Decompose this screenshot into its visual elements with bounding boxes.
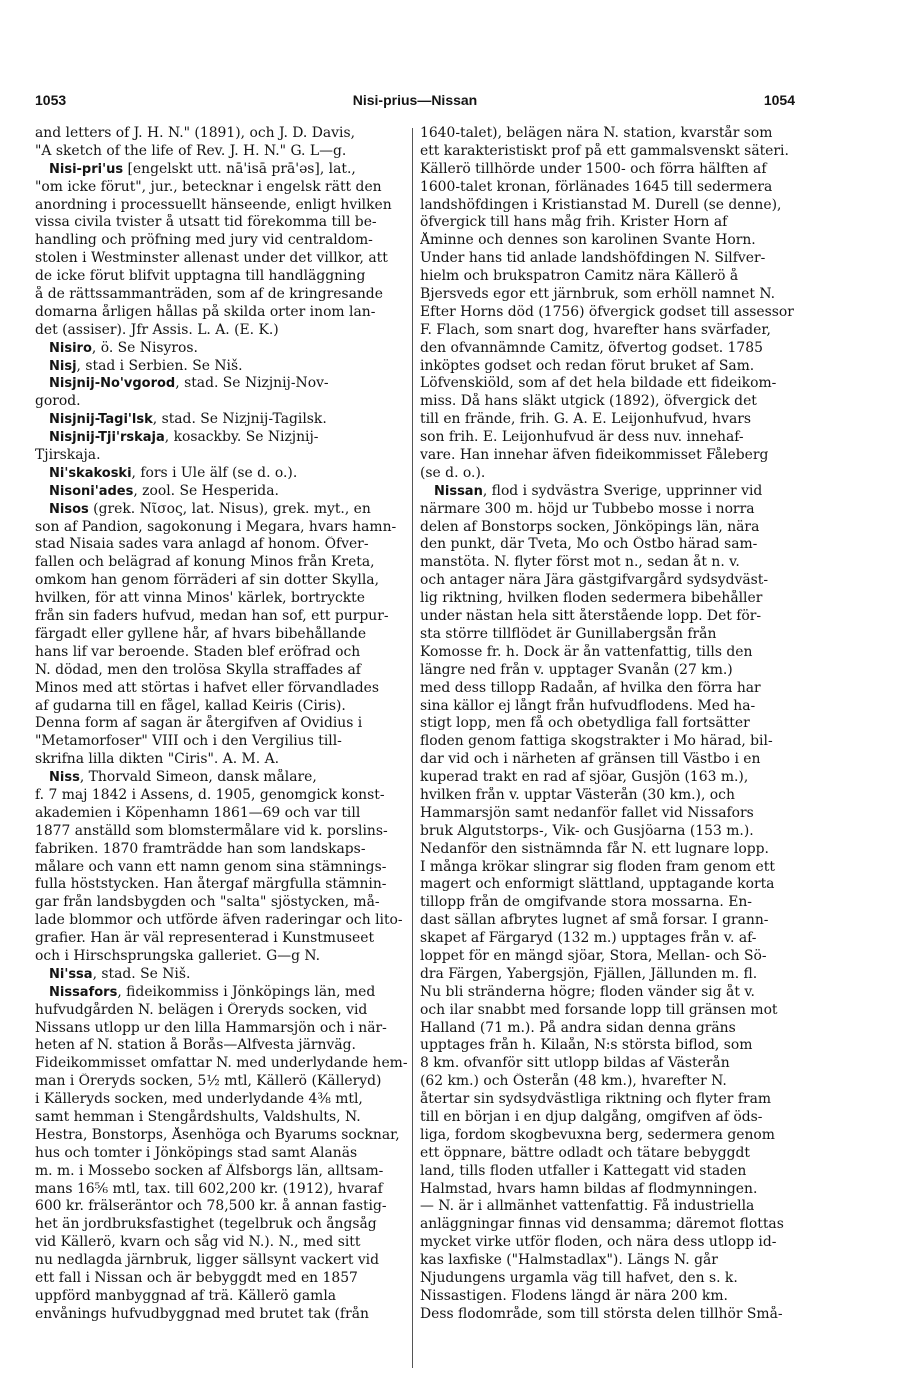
text-line: f. 7 maj 1842 i Assens, d. 1905, genomgick konst- bbox=[35, 786, 385, 803]
text-line: (62 km.) och Österån (48 km.), hvarefter N. bbox=[420, 1073, 727, 1090]
text-line: kas laxfiske ("Halmstadlax"). Längs N. går bbox=[420, 1252, 718, 1269]
left-column bbox=[35, 125, 415, 1324]
text-line: (se d. o.). bbox=[420, 464, 486, 481]
text-line: Löfvenskiöld, som af det hela bildade ett fideikom- bbox=[420, 375, 777, 392]
text-line: floden genom fattiga skogstrakter i Mo härad, bil- bbox=[420, 733, 773, 750]
text-line: landshöfdingen i Kristianstad M. Durell (se denne), bbox=[420, 196, 782, 213]
text-line: tillopp från de omgifvande stora mossarna. En- bbox=[420, 894, 752, 911]
page-number-right: 1054 bbox=[763, 92, 795, 108]
text-line: akademien i Köpenhamn 1861—69 och var till bbox=[35, 804, 361, 821]
text-line: dra Färgen, Yabergsjön, Fjällen, Jällunden m. fl. bbox=[420, 965, 758, 982]
text-line: "om icke förut", jur., betecknar i engelsk rätt den bbox=[35, 178, 382, 195]
text-line: mycket virke utför floden, och nära dess utlopp id- bbox=[420, 1234, 777, 1251]
text-line: stad Nisaia sades vara anlagd af honom. Öfver- bbox=[35, 536, 369, 553]
text-line: ett öppnare, bättre odladt och tätare bebyggdt bbox=[420, 1144, 750, 1161]
text-line: samt hemman i Stengårdshults, Valdshults, N. bbox=[35, 1108, 361, 1125]
text-line: uppförd manbyggnad af trä. Källerö gamla bbox=[35, 1287, 337, 1304]
text-line: fallen och belägrad af konung Minos från Kreta, bbox=[35, 554, 375, 571]
text-line: 1600-talet kronan, förlänades 1645 till sedermera bbox=[420, 178, 773, 195]
text-line: Nisi-pri'us [engelskt utt. nā'isā prā'əs], lat., bbox=[49, 160, 356, 177]
text-line: 600 kr. frälseräntor och 78,500 kr. å annan fastig- bbox=[35, 1198, 387, 1215]
text-line: vissa civila tvister å utsatt tid förekomma till be- bbox=[35, 214, 377, 231]
text-line: Nisjnij-Tagi'lsk, stad. Se Nizjnij-Tagilsk. bbox=[49, 411, 327, 428]
text-line: nu nedlagda järnbruk, ligger sällsynt vackert vid bbox=[35, 1252, 379, 1269]
text-line: 1877 anställd som blomstermålare vid k. porslins- bbox=[35, 822, 388, 839]
text-line: skapet af Färgaryd (132 m.) upptages från v. af- bbox=[420, 930, 757, 947]
text-line: hvilken, för att vinna Minos' kärlek, bortryckte bbox=[35, 590, 365, 607]
text-line: Ni'skakoski, fors i Ule älf (se d. o.). bbox=[49, 464, 298, 481]
text-line: Nissastigen. Flodens längd är nära 200 km. bbox=[420, 1287, 728, 1304]
text-line: Halland (71 m.). På andra sidan denna gräns bbox=[420, 1019, 736, 1036]
right-column bbox=[420, 125, 800, 1324]
text-line: son af Pandion, sagokonung i Megara, hvars hamn- bbox=[35, 518, 397, 535]
text-line: Minos med att störtas i hafvet eller förvandlades bbox=[35, 679, 379, 696]
text-line: m. m. i Mossebo socken af Älfsborgs län, alltsam- bbox=[35, 1162, 384, 1179]
text-line: son frih. E. Leijonhufvud är dess nuv. innehaf- bbox=[420, 429, 744, 446]
text-line: med dess tillopp Radaån, af hvilka den förra har bbox=[420, 679, 761, 696]
text-line: hvilken från v. upptar Västerån (30 km.), och bbox=[420, 786, 735, 803]
text-line: magert och enformigt slättland, upptagande korta bbox=[420, 876, 775, 893]
text-line: handling och pröfning med jury vid centraldom- bbox=[35, 232, 373, 249]
text-line: ett karakteristiskt prof på ett gammalsvenskt säteri. bbox=[420, 142, 789, 159]
text-line: F. Flach, som snart dog, hvarefter hans svärfader, bbox=[420, 321, 771, 338]
text-line: Fideikommisset omfattar N. med underlydande hem- bbox=[35, 1055, 408, 1072]
text-line: under nästan hela sitt återstående lopp. Det för- bbox=[420, 608, 762, 625]
text-line: fabriken. 1870 framträdde han som landskaps- bbox=[35, 840, 366, 857]
text-line: hielm och brukspatron Camitz nära Källerö å bbox=[420, 268, 739, 285]
text-line: dast sällan afbrytes lugnet af små forsar. I grann- bbox=[420, 912, 769, 929]
page-header bbox=[35, 92, 795, 114]
text-line: Källerö tillhörde under 1500- och förra hälften af bbox=[420, 160, 767, 177]
text-line: 8 km. ofvanför sitt utlopp bildas af Västerån bbox=[420, 1055, 730, 1072]
text-line: dar vid och i närheten af gränsen till Västbo i en bbox=[420, 751, 761, 768]
text-line: Under hans tid anlade landshöfdingen N. Silfver- bbox=[420, 250, 766, 267]
text-line: Halmstad, hvars hamn bildas af flodmynningen. bbox=[420, 1180, 758, 1197]
text-line: Nisos (grek. Νῖσος, lat. Nisus), grek. myt., en bbox=[49, 500, 371, 517]
text-line: af gudarna till en fågel, kallad Keiris (Ciris). bbox=[35, 697, 346, 714]
text-line: domarna årligen hållas på skilda orter inom lan- bbox=[35, 303, 376, 320]
page-number-left: 1053 bbox=[35, 92, 67, 108]
text-line: Nisjnij-Tji'rskaja, kosackby. Se Nizjnij- bbox=[49, 429, 319, 446]
text-line: miss. Då hans släkt utgick (1892), öfvergick det bbox=[420, 393, 757, 410]
text-line: hus och tomter i Jönköpings stad samt Alanäs bbox=[35, 1144, 358, 1161]
text-line: grafier. Han är väl representerad i Kunstmuseet bbox=[35, 930, 375, 947]
text-line: land, tills floden utfaller i Kattegatt vid staden bbox=[420, 1162, 747, 1179]
text-line: Nissans utlopp ur den lilla Hammarsjön och i när- bbox=[35, 1019, 387, 1036]
text-line: skrifna lilla dikten "Ciris". A. M. A. bbox=[35, 751, 280, 768]
text-line: gar från landsbygden och "salta" sjöstycken, må- bbox=[35, 894, 380, 911]
text-line: och antager nära Jära gästgifvargård sydsydväst- bbox=[420, 572, 769, 589]
text-line: anläggningar finnas vid densamma; däremot flottas bbox=[420, 1216, 784, 1233]
text-line: målare och vann ett namn genom sina stämnings- bbox=[35, 858, 387, 875]
text-line: Nissan, flod i sydvästra Sverige, upprinner vid bbox=[434, 482, 763, 499]
text-line: Hestra, Bonstorps, Åsenhöga och Byarums socknar, bbox=[35, 1126, 400, 1143]
text-line: hufvudgården N. belägen i Öreryds socken, vid bbox=[35, 1001, 368, 1018]
text-line: öfvergick till hans måg frih. Krister Horn af bbox=[420, 214, 728, 231]
text-line: gorod. bbox=[35, 393, 81, 410]
text-line: längre ned från v. upptager Svanån (27 km.) bbox=[420, 661, 733, 678]
text-line: "Metamorfoser" VIII och i den Vergilius till- bbox=[35, 733, 342, 750]
text-line: Njudungens urgamla väg till hafvet, den s. k. bbox=[420, 1270, 738, 1286]
text-line: Åminne och dennes son karolinen Svante Horn. bbox=[420, 232, 756, 249]
text-line: omkom han genom förräderi af sin dotter Skylla, bbox=[35, 572, 380, 589]
text-line: man i Öreryds socken, 5½ mtl, Källerö (Källeryd) bbox=[35, 1073, 382, 1090]
text-line: lig riktning, hvilken floden sedermera bibehåller bbox=[420, 590, 763, 607]
text-line: Nisiro, ö. Se Nisyros. bbox=[49, 339, 198, 356]
text-line: — N. är i allmänhet vattenfattig. Få industriella bbox=[420, 1198, 755, 1215]
text-line: envånings hufvudbyggnad med brutet tak (från bbox=[35, 1305, 369, 1322]
text-line: bruk Algutstorps-, Vik- och Gusjöarna (153 m.). bbox=[420, 822, 754, 839]
text-line: Nisjnij-No'vgorod, stad. Se Nizjnij-Nov- bbox=[49, 375, 329, 392]
text-line: Hammarsjön samt nedanför fallet vid Nissafors bbox=[420, 804, 754, 821]
column-divider bbox=[412, 128, 413, 1368]
text-line: 1640-talet), belägen nära N. station, kvarstår som bbox=[420, 125, 773, 141]
text-line: fulla höststycken. Han återgaf märgfulla stämnin- bbox=[35, 876, 387, 893]
text-line: het än jordbruksfastighet (tegelbruk och ångsåg bbox=[35, 1216, 377, 1233]
text-line: liga, fordom skogbevuxna berg, sedermera genom bbox=[420, 1126, 775, 1143]
text-line: Nissafors, fideikommiss i Jönköpings län, med bbox=[49, 983, 376, 1000]
text-line: and letters of J. H. N." (1891), och J. D. Davis, bbox=[35, 125, 356, 141]
text-line: kuperad trakt en rad af sjöar, Gusjön (163 m.), bbox=[420, 769, 749, 786]
text-line: Efter Horns död (1756) öfvergick godset till assessor bbox=[420, 303, 794, 320]
text-line: å de rättssammanträden, som af de kringresande bbox=[35, 286, 383, 303]
text-line: loppet för en mängd sjöar, Stora, Mellan- och Sö- bbox=[420, 947, 767, 964]
text-line: Dess flodområde, som till största delen tillhör Små- bbox=[420, 1305, 783, 1322]
text-line: återtar sin sydsydvästliga riktning och flyter fram bbox=[420, 1091, 772, 1108]
text-line: anordning i processuellt hänseende, enligt hvilken bbox=[35, 196, 392, 213]
text-line: vid Källerö, kvarn och såg vid N.). N., med sitt bbox=[35, 1234, 361, 1251]
text-line: färgadt eller gyllene hår, af hvars bibehållande bbox=[35, 625, 367, 642]
text-line: till en frände, frih. G. A. E. Leijonhufvud, hvars bbox=[420, 411, 752, 428]
text-line: delen af Bonstorps socken, Jönköpings län, nära bbox=[420, 518, 760, 535]
text-line: Nisj, stad i Serbien. Se Niš. bbox=[49, 357, 243, 374]
text-line: Nedanför den sistnämnda får N. ett lugnare lopp. bbox=[420, 840, 769, 857]
text-line: mans 16⅚ mtl, tax. till 602,200 kr. (1912), hvaraf bbox=[35, 1180, 383, 1197]
text-line: från sin faders hufvud, medan han sof, ett purpur- bbox=[35, 608, 389, 625]
text-line: Nu bli stränderna högre; floden vänder sig åt v. bbox=[420, 983, 755, 1000]
text-line: I många krökar slingrar sig floden fram genom ett bbox=[420, 858, 775, 875]
text-line: och i Hirschsprungska galleriet. G—g N. bbox=[35, 947, 321, 964]
text-line: Denna form af sagan är återgifven af Ovidius i bbox=[35, 715, 363, 732]
text-line: till en början i en djup dalgång, omgifven af öds- bbox=[420, 1108, 763, 1125]
text-line: i Källeryds socken, med underlydande 4⅜ mtl, bbox=[35, 1091, 363, 1108]
text-line: Niss, Thorvald Simeon, dansk målare, bbox=[49, 769, 317, 786]
text-line: heten af N. station å Borås—Alfvesta järnväg. bbox=[35, 1037, 356, 1054]
running-title: Nisi-prius—Nissan bbox=[352, 92, 478, 108]
text-line: de icke förut blifvit upptagna till handläggning bbox=[35, 268, 366, 285]
text-line: sina källor ej långt från hufvudflodens. Med ha- bbox=[420, 697, 756, 714]
text-line: vare. Han innehar äfven fideikommisset Fåleberg bbox=[420, 447, 769, 464]
text-line: "A sketch of the life of Rev. J. H. N." G. L—g. bbox=[35, 142, 347, 159]
text-line: Ni'ssa, stad. Se Niš. bbox=[49, 965, 191, 982]
text-line: sta större tillflödet är Gunillabergsån från bbox=[420, 625, 717, 642]
text-line: N. dödad, men den trolösa Skylla straffades af bbox=[35, 661, 361, 678]
text-line: Tjirskaja. bbox=[35, 447, 101, 464]
text-line: närmare 300 m. höjd ur Tubbebo mosse i norra bbox=[420, 500, 755, 517]
text-line: upptages från h. Kilaån, N:s största biflod, som bbox=[420, 1037, 753, 1054]
text-line: hans lif var beroende. Staden blef eröfrad och bbox=[35, 643, 361, 660]
text-line: den ofvannämnde Camitz, öfvertog godset. 1785 bbox=[420, 339, 763, 356]
text-line: Bjersveds egor ett järnbruk, som erhöll namnet N. bbox=[420, 286, 776, 303]
text-line: den punkt, där Tveta, Mo och Östbo härad sam- bbox=[420, 536, 758, 553]
text-line: manstöta. N. flyter först mot n., sedan åt n. v. bbox=[420, 554, 740, 571]
text-line: inköptes godset och redan förut bruket af Sam. bbox=[420, 357, 755, 374]
text-line: det (assiser). Jfr Assis. L. A. (E. K.) bbox=[35, 321, 279, 338]
text-line: ett fall i Nissan och är bebyggdt med en 1857 bbox=[35, 1270, 358, 1286]
text-line: och ilar snabbt med forsande lopp till gränsen mot bbox=[420, 1001, 778, 1018]
text-line: lade blommor och utförde äfven raderingar och lito- bbox=[35, 912, 403, 929]
text-line: stigt lopp, men få och obetydliga fall fortsätter bbox=[420, 715, 750, 732]
text-line: stolen i Westminster allenast under det villkor, att bbox=[35, 250, 388, 267]
text-line: Komosse fr. h. Dock är ån vattenfattig, tills den bbox=[420, 643, 753, 660]
text-line: Nisoni'ades, zool. Se Hesperida. bbox=[49, 482, 279, 499]
